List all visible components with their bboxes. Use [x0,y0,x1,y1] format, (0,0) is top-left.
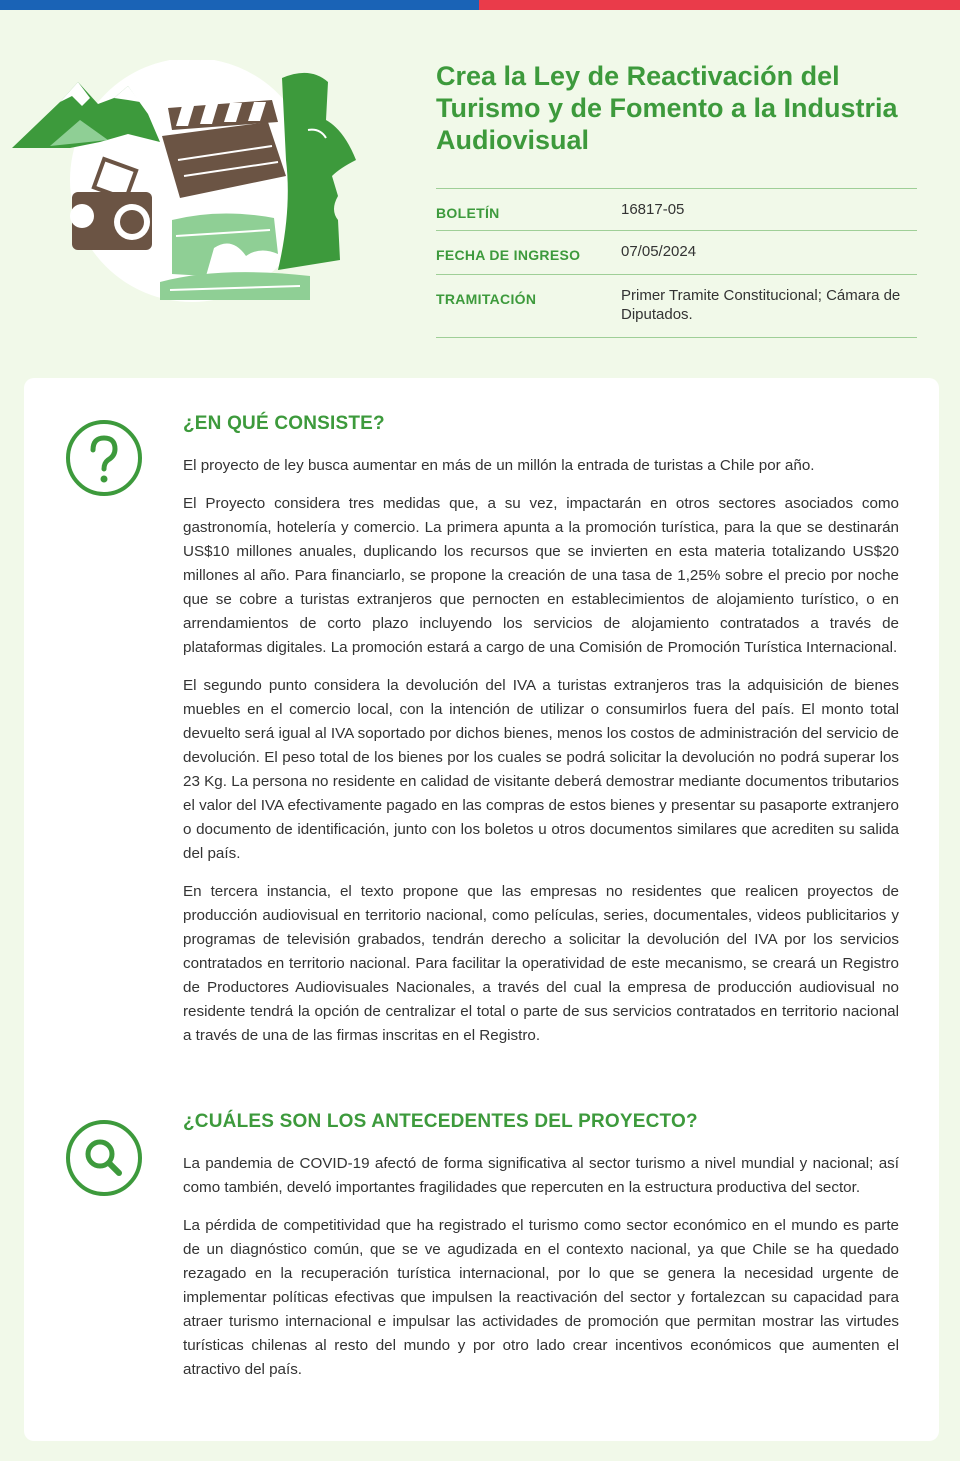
section-body-consiste [183,454,899,1062]
paragraph: La pandemia de COVID-19 afectó de forma significativa al sector turismo a nivel mundial y nacional; así como también, develó importantes fragilidades que repercuten en la estructura productiva del sector. [183,1155,899,1196]
fecha-row [436,230,917,274]
boletin-row [436,188,917,230]
paragraph: El segundo punto considera la devolución del IVA a turistas extranjeros tras la adquisición de bienes muebles en el comercio local, con la intención de utilizar o consumirlos fuera del país. El monto total devuelto será igual al IVA soportado por dichos bienes, menos los costos de administración del servicio de devolución. El peso total de los bienes por los cuales se podrá solicitar la devolución no podrá superar los 23 Kg. La persona no residente en calidad de visitante deberá demostrar mediante documentos tributarios el valor del IVA efectivamente pagado en las compras de estos bienes y presentar su pasaporte extranjero o documento de identificación, junto con los boletos u otros documentos similares que acrediten su salida del país. [183,677,899,862]
section-body-antecedentes [183,1152,899,1396]
section-heading-antecedentes: ¿CUÁLES SON LOS ANTECEDENTES DEL PROYECTO? [183,1111,698,1132]
tramitacion-label: TRAMITACIÓN [436,291,537,307]
boletin-value: 16817-05 [621,201,685,218]
boletin-label: BOLETÍN [436,205,500,221]
tramitacion-row [436,274,917,338]
section-heading-consiste: ¿EN QUÉ CONSISTE? [183,413,385,434]
bill-metadata-table [436,188,917,338]
paragraph: En tercera instancia, el texto propone que las empresas no residentes que realicen proyectos de producción audiovisual en territorio nacional, como películas, series, documentales, videos publicitarios y programas de televisión grabados, tendrán derecho a solicitar la devolución del IVA por los servicios contratados en territorio nacional. Para facilitar la operatividad de este mecanismo, se creará un Registro de Productores Audiovisuales Nacionales, a través del cual la empresa de producción audiovisual no residente tendrá la opción de centralizar el total o parte de sus servicios contratados en territorio nacional a través de una de las firmas inscritas en el Registro. [183,883,899,1044]
top-color-bar [0,0,960,10]
question-icon [64,418,144,498]
top-bar-blue [0,0,479,10]
moai-icon [278,73,356,270]
paragraph: El Proyecto considera tres medidas que, a su vez, impactarán en otros sectores asociados como gastronomía, hotelería y comercio. La primera apunta a la promoción turística, para la que se destinarán US$10 millones anuales, duplicando los recursos que se invierten en esta materia totalizando US$20 millones al año. Para financiarlo, se propone la creación de una tasa de 1,25% sobre el precio por noche que se cobre a turistas extranjeros que pernocten en establecimientos de alojamiento turístico, o en arrendamientos de corto plazo incluyendo los servicios de alojamiento contratados a través de plataformas digitales. La promoción estará a cargo de una Comisión de Promoción Turística Internacional. [183,495,899,656]
top-bar-red [479,0,960,10]
search-icon [64,1118,144,1198]
paragraph: El proyecto de ley busca aumentar en más de un millón la entrada de turistas a Chile por año. [183,457,815,474]
content-card [24,378,939,1441]
tourism-illustration [10,60,370,310]
fecha-value: 07/05/2024 [621,243,697,260]
fecha-label: FECHA DE INGRESO [436,247,581,263]
page-title: Crea la Ley de Reactivación del Turismo y de Fomento a la Industria Audiovisual [436,61,898,155]
paragraph: La pérdida de competitividad que ha registrado el turismo como sector económico en el mundo es parte de un diagnóstico común, que se ve agudizada en el contexto nacional, ya que Chile se ha quedado rezagado en la recuperación turística internacional, por lo que se genera la necesidad urgente de implementar políticas efectivas que impulsen la reactivación del sector y fortalezcan su capacidad para atraer turismo internacional e impulsar las actividades de promoción que permitan mostrar las virtudes turísticas chilenas al resto del mundo y por otro lado crear incentivos económicos que aumenten el atractivo del país. [183,1217,899,1378]
tramitacion-value: Primer Tramite Constitucional; Cámara de Diputados. [621,287,901,323]
